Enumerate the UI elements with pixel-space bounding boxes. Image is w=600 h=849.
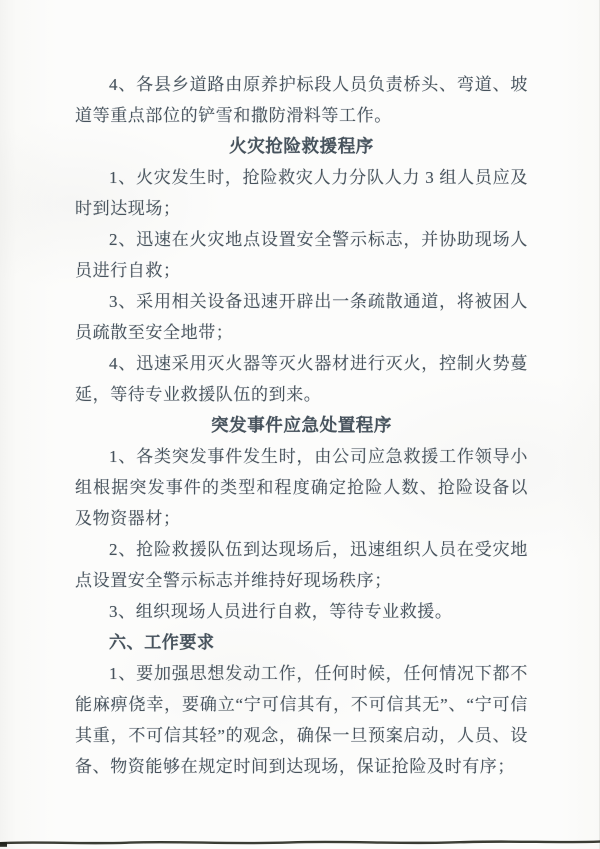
document-text-block xyxy=(75,69,528,782)
emergency-step-1: 1、各类突发事件发生时，由公司应急救援工作领导小组根据突发事件的类型和程度确定抢险人数、抢险设备以及物资器材； xyxy=(75,447,528,528)
emergency-step-2: 2、抢险救援队伍到达现场后，迅速组织人员在受灾地点设置安全警示标志并维持好现场秩序； xyxy=(75,540,528,590)
fire-rescue-step-3: 3、采用相关设备迅速开辟出一条疏散通道，将被困人员疏散至安全地带； xyxy=(75,292,528,342)
section-heading-emergency-handling: 突发事件应急处置程序 xyxy=(211,415,392,435)
emergency-step-3: 3、组织现场人员进行自救，等待专业救援。 xyxy=(109,602,453,621)
scan-bottom-edge-line xyxy=(0,837,600,849)
section-heading-fire-rescue: 火灾抢险救援程序 xyxy=(229,136,374,156)
fire-rescue-step-1: 1、火灾发生时，抢险救灾人力分队人力 3 组人员应及时到达现场； xyxy=(75,168,528,218)
work-requirement-1: 1、要加强思想发动工作，任何时候，任何情况下都不能麻痹侥幸，要确立“宁可信其有，不可信其无”、“宁可信其重，不可信其轻”的观念，确保一旦预案启动，人员、设备、物资能够在规定时间到达现场，保证抢险及时有序； xyxy=(75,664,528,776)
fire-rescue-step-2: 2、迅速在火灾地点设置安全警示标志，并协助现场人员进行自救； xyxy=(75,230,528,280)
fire-rescue-step-4: 4、迅速采用灭火器等灭火器材进行灭火，控制火势蔓延，等待专业救援队伍的到来。 xyxy=(75,354,528,404)
paragraph-road-snow-removal: 4、各县乡道路由原养护标段人员负责桥头、弯道、坡道等重点部位的铲雪和撒防滑料等工作。 xyxy=(75,75,528,125)
subheading-work-requirements: 六、工作要求 xyxy=(109,633,215,652)
